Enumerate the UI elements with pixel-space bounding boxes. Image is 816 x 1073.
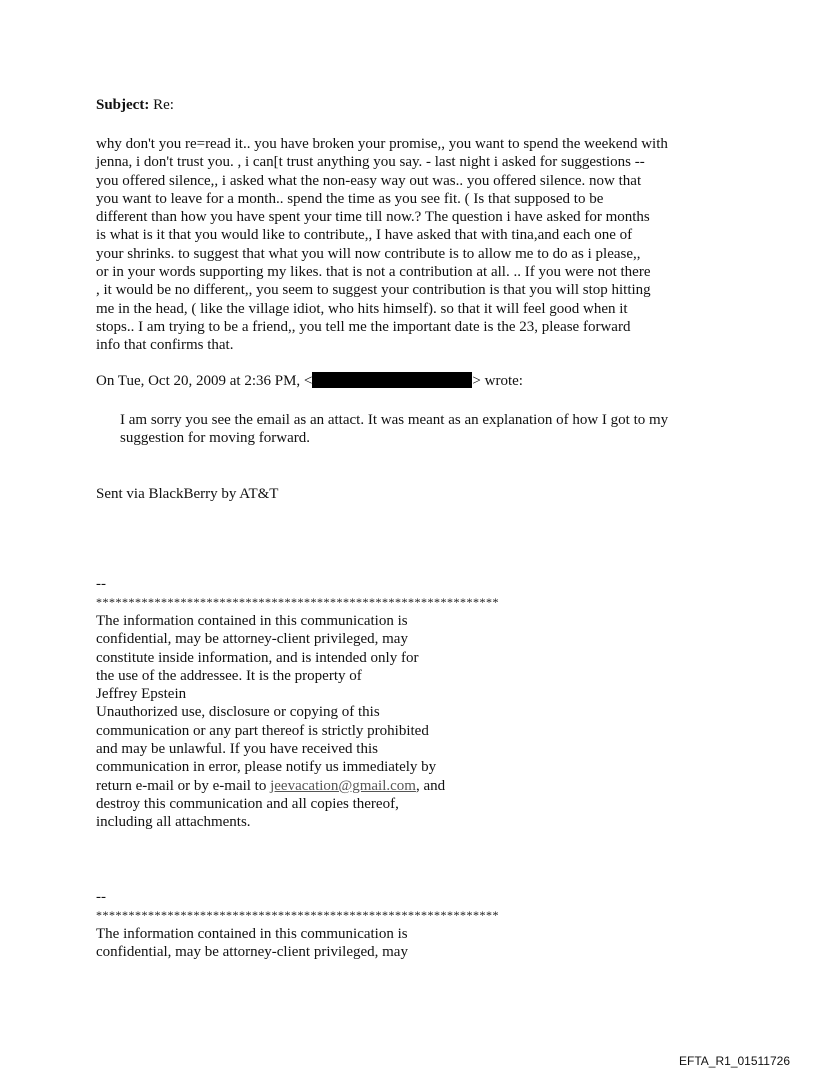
reply-line: info that confirms that. bbox=[96, 337, 234, 354]
quote-header bbox=[96, 372, 523, 390]
quoted-line: suggestion for moving forward. bbox=[120, 430, 310, 447]
email-signature: Sent via BlackBerry by AT&T bbox=[96, 486, 279, 502]
reply-line: me in the head, ( like the village idiot, who hits himself). so that it will feel good when it bbox=[96, 300, 628, 317]
confidentiality-disclaimer bbox=[96, 612, 496, 832]
quoted-message bbox=[120, 411, 734, 448]
disclaimer-line: including all attachments. bbox=[96, 814, 251, 831]
disclaimer-line: constitute inside information, and is intended only for bbox=[96, 649, 419, 666]
reply-line: your shrinks. to suggest that what you will now contribute is to allow me to do as i please,, bbox=[96, 245, 641, 262]
disclaimer-line: communication or any part thereof is strictly prohibited bbox=[96, 722, 429, 739]
disclaimer-line: Unauthorized use, disclosure or copying of this bbox=[96, 704, 380, 721]
disclaimer-line: The information contained in this communication is bbox=[96, 926, 408, 942]
reply-line: or in your words supporting my likes. that is not a contribution at all. .. If you were not there bbox=[96, 264, 651, 281]
disclaimer-email-suffix: , and bbox=[415, 777, 446, 794]
subject-label: Subject: bbox=[96, 97, 150, 113]
quote-header-suffix: > wrote: bbox=[472, 373, 523, 389]
disclaimer-line: destroy this communication and all copies thereof, bbox=[96, 795, 399, 812]
disclaimer-line: communication in error, please notify us immediately by bbox=[96, 759, 437, 776]
disclaimer-line: confidential, may be attorney-client privileged, may bbox=[96, 944, 408, 961]
reply-line: you want to leave for a month.. spend the time as you see fit. ( Is that supposed to be bbox=[96, 190, 604, 207]
separator-stars: ************************************************************** bbox=[96, 595, 499, 609]
document-id: EFTA_R1_01511726 bbox=[679, 1054, 790, 1068]
reply-body bbox=[96, 135, 737, 355]
redaction-block bbox=[312, 372, 472, 388]
confidentiality-disclaimer-2 bbox=[96, 925, 496, 962]
reply-line: is what is it that you would like to contribute,, I have asked that with tina,and each one of bbox=[96, 227, 633, 244]
disclaimer-line: The information contained in this communication is bbox=[96, 613, 408, 629]
subject-value: Re: bbox=[149, 97, 174, 113]
email-subject bbox=[96, 96, 174, 114]
reply-line: you offered silence,, i asked what the non-easy way out was.. you offered silence. now that bbox=[96, 172, 642, 189]
email-link[interactable]: jeevacation@gmail.com bbox=[270, 777, 416, 794]
quote-header-prefix: On Tue, Oct 20, 2009 at 2:36 PM, < bbox=[96, 373, 313, 389]
disclaimer-line: confidential, may be attorney-client privileged, may bbox=[96, 631, 408, 648]
disclaimer-line: the use of the addressee. It is the property of bbox=[96, 667, 362, 684]
reply-line: jenna, i don't trust you. , i can[t trust anything you say. - last night i asked for suggestions -- bbox=[96, 154, 645, 171]
reply-line: , it would be no different,, you seem to suggest your contribution is that you will stop hitting bbox=[96, 282, 651, 299]
reply-line: stops.. I am trying to be a friend,, you tell me the important date is the 23, please forward bbox=[96, 318, 631, 335]
quoted-line: I am sorry you see the email as an attact. It was meant as an explanation of how I got to my bbox=[120, 412, 669, 428]
disclaimer-email-line bbox=[96, 777, 496, 795]
disclaimer-line: and may be unlawful. If you have received this bbox=[96, 741, 378, 758]
disclaimer-email-prefix: return e-mail or by e-mail to bbox=[96, 777, 271, 794]
reply-line: why don't you re=read it.. you have broken your promise,, you want to spend the weekend with bbox=[96, 136, 668, 152]
reply-line: different than how you have spent your time till now.? The question i have asked for months bbox=[96, 209, 650, 226]
disclaimer-line: Jeffrey Epstein bbox=[96, 686, 187, 703]
separator-dashes: -- bbox=[96, 576, 106, 592]
separator-stars-2: ************************************************************** bbox=[96, 908, 499, 922]
separator-dashes-2: -- bbox=[96, 889, 106, 905]
